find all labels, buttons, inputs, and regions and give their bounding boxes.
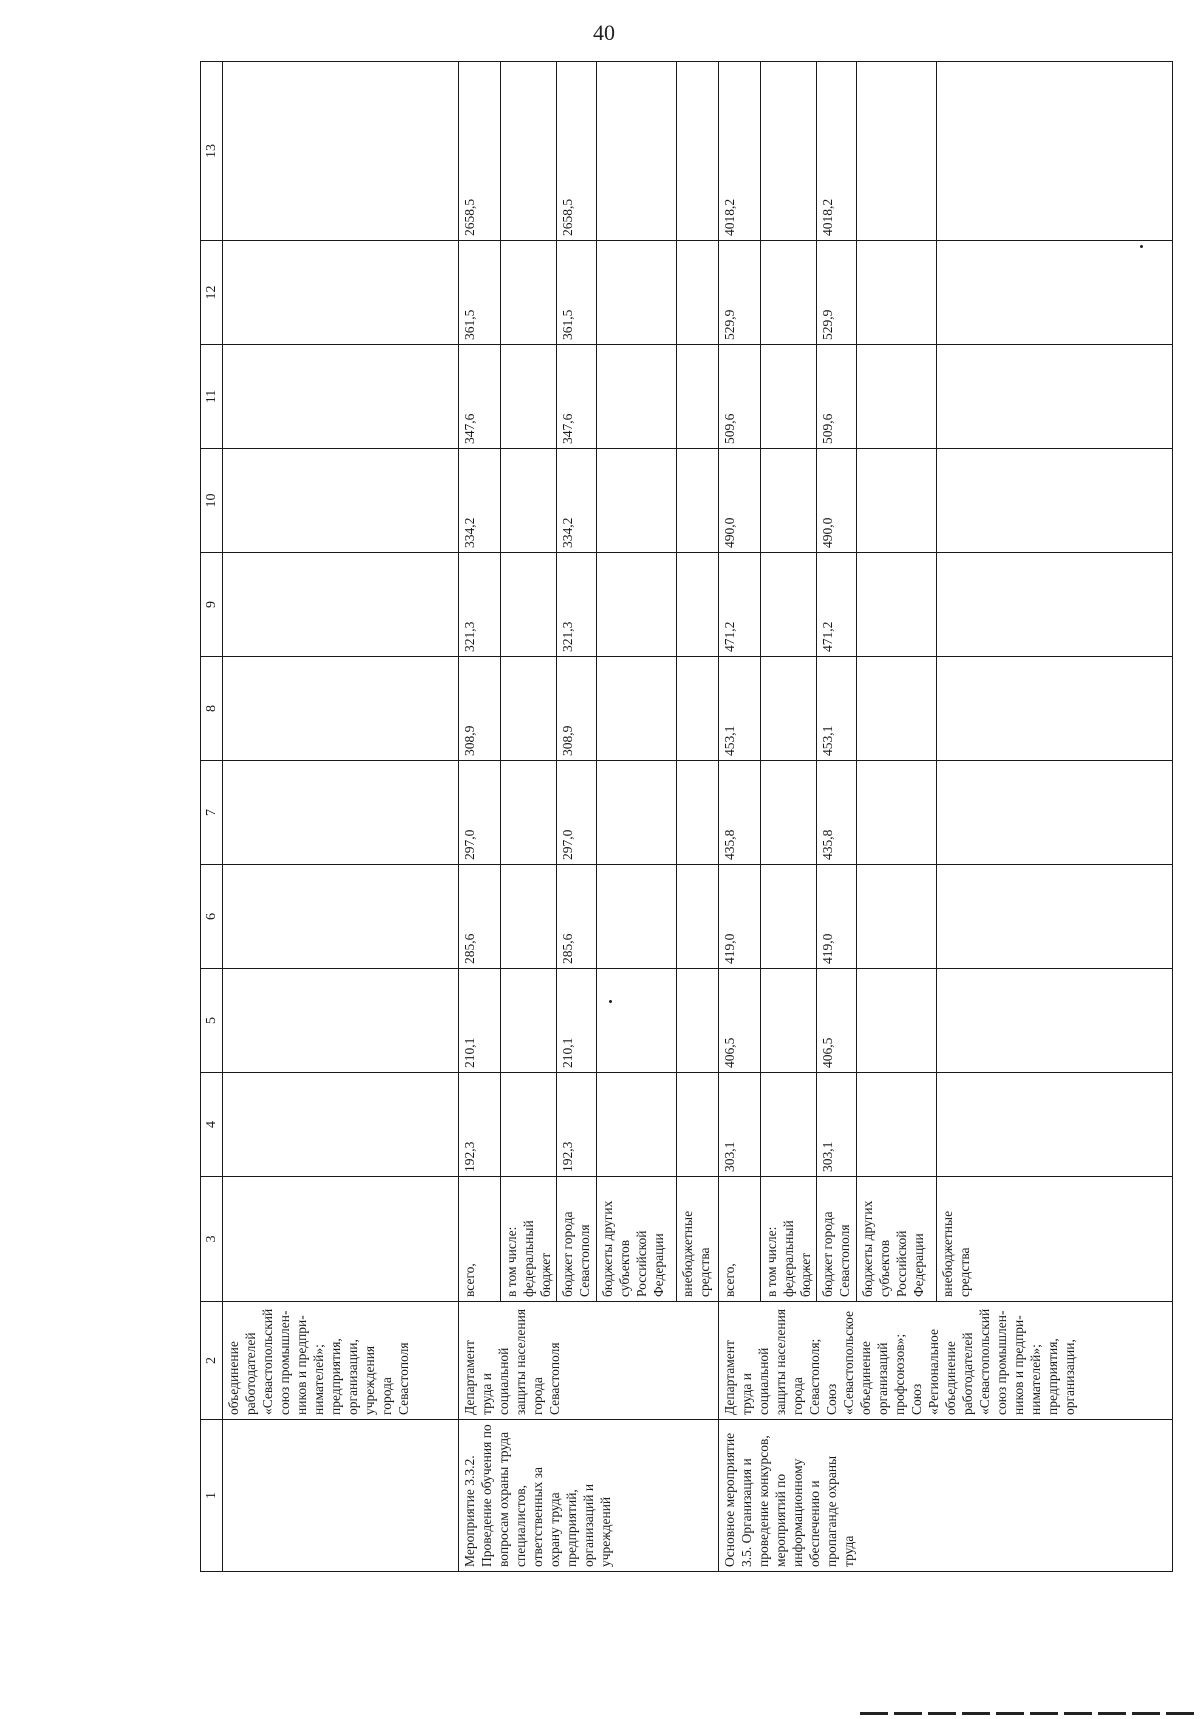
value-cell: 347,6 (557, 345, 597, 449)
value-cell: 453,1 (817, 657, 857, 761)
value-cell (937, 761, 1173, 865)
value-cell (761, 241, 817, 345)
value-cell (223, 553, 459, 657)
value-cell: 361,5 (557, 241, 597, 345)
header-row (201, 62, 223, 1572)
value-cell (223, 62, 459, 241)
funding-source-cell: бюджеты других субъектов Российской Федерации (597, 1177, 677, 1302)
value-cell (597, 865, 677, 969)
value-cell: 509,6 (817, 345, 857, 449)
value-cell: 192,3 (459, 1073, 501, 1177)
table-row (459, 62, 501, 1572)
value-cell: 2658,5 (459, 62, 501, 241)
value-cell (501, 657, 557, 761)
value-cell: 509,6 (719, 345, 761, 449)
value-cell (937, 345, 1173, 449)
value-cell (597, 969, 677, 1073)
header-cell: 13 (201, 62, 223, 241)
rotated-table-container (200, 62, 1140, 1572)
value-cell (937, 449, 1173, 553)
value-cell: 334,2 (459, 449, 501, 553)
event-name-cell: Мероприятие 3.3.2. Проведение обучения по вопросам охраны труда специалистов, ответственных за охрану труда предприятий, организаций и учреждений (459, 1420, 719, 1572)
value-cell (761, 345, 817, 449)
funding-source-cell: в том числе: федеральный бюджет (761, 1177, 817, 1302)
value-cell (677, 1073, 719, 1177)
value-cell: 303,1 (719, 1073, 761, 1177)
value-cell (223, 345, 459, 449)
value-cell (677, 761, 719, 865)
value-cell (597, 1073, 677, 1177)
header-cell: 2 (201, 1302, 223, 1420)
value-cell (597, 553, 677, 657)
executor-cell: Департамент труда и социальной защиты населения города Севастополя; Союз «Севастопольское объединение организаций профсоюзов»; Союз «Региональное объединение работодателей «Севастопольский союз промышлен-ников и предпри-нимателей»; предприятия, организации, (719, 1302, 1173, 1420)
value-cell: 210,1 (459, 969, 501, 1073)
value-cell: 529,9 (817, 241, 857, 345)
table-row (719, 62, 761, 1572)
value-cell (857, 761, 937, 865)
value-cell (501, 241, 557, 345)
header-cell: 7 (201, 761, 223, 865)
value-cell (761, 62, 817, 241)
header-cell: 12 (201, 241, 223, 345)
value-cell (857, 345, 937, 449)
value-cell (937, 553, 1173, 657)
value-cell (501, 865, 557, 969)
header-cell: 10 (201, 449, 223, 553)
value-cell (597, 62, 677, 241)
value-cell (937, 241, 1173, 345)
funding-source-cell: в том числе: федеральный бюджет (501, 1177, 557, 1302)
funding-source-cell: всего, (459, 1177, 501, 1302)
value-cell (501, 1073, 557, 1177)
value-cell: 419,0 (719, 865, 761, 969)
value-cell (597, 449, 677, 553)
value-cell (937, 1073, 1173, 1177)
value-cell (761, 865, 817, 969)
value-cell (857, 62, 937, 241)
header-cell: 11 (201, 345, 223, 449)
value-cell (677, 62, 719, 241)
value-cell: 192,3 (557, 1073, 597, 1177)
value-cell (937, 969, 1173, 1073)
value-cell (501, 62, 557, 241)
value-cell (597, 657, 677, 761)
event-name-cell (223, 1420, 459, 1572)
value-cell (597, 761, 677, 865)
value-cell (937, 657, 1173, 761)
value-cell (677, 449, 719, 553)
value-cell (761, 969, 817, 1073)
value-cell (501, 449, 557, 553)
funding-source-cell: внебюджетные средства (677, 1177, 719, 1302)
value-cell: 490,0 (719, 449, 761, 553)
value-cell (501, 345, 557, 449)
value-cell: 490,0 (817, 449, 857, 553)
value-cell (677, 553, 719, 657)
header-cell: 6 (201, 865, 223, 969)
value-cell (857, 657, 937, 761)
table-row (223, 62, 459, 1572)
value-cell (597, 345, 677, 449)
value-cell: 303,1 (817, 1073, 857, 1177)
header-cell: 9 (201, 553, 223, 657)
value-cell (677, 865, 719, 969)
value-cell: 321,3 (459, 553, 501, 657)
value-cell: 4018,2 (817, 62, 857, 241)
value-cell: 529,9 (719, 241, 761, 345)
value-cell: 210,1 (557, 969, 597, 1073)
value-cell (223, 969, 459, 1073)
value-cell: 471,2 (719, 553, 761, 657)
scan-speck (1140, 245, 1143, 248)
header-cell: 5 (201, 969, 223, 1073)
value-cell (223, 449, 459, 553)
value-cell: 321,3 (557, 553, 597, 657)
value-cell (223, 241, 459, 345)
funding-source-cell: внебюджетные средства (937, 1177, 1173, 1302)
value-cell: 361,5 (459, 241, 501, 345)
header-cell: 3 (201, 1177, 223, 1302)
value-cell (223, 865, 459, 969)
value-cell: 308,9 (459, 657, 501, 761)
value-cell: 285,6 (459, 865, 501, 969)
value-cell (857, 449, 937, 553)
value-cell (761, 1073, 817, 1177)
value-cell (761, 657, 817, 761)
value-cell (677, 657, 719, 761)
funding-source-cell (223, 1177, 459, 1302)
header-cell: 4 (201, 1073, 223, 1177)
funding-source-cell: бюджеты других субъектов Российской Федерации (857, 1177, 937, 1302)
value-cell (857, 241, 937, 345)
value-cell: 419,0 (817, 865, 857, 969)
value-cell (501, 969, 557, 1073)
value-cell: 347,6 (459, 345, 501, 449)
value-cell (761, 553, 817, 657)
page-number: 40 (593, 20, 615, 45)
value-cell (501, 553, 557, 657)
value-cell (597, 241, 677, 345)
value-cell: 453,1 (719, 657, 761, 761)
value-cell (937, 62, 1173, 241)
event-name-cell: Основное мероприятие 3.5. Организация и проведение конкурсов, мероприятий по информационному обеспечению и пропаганде охраны труда (719, 1420, 1173, 1572)
funding-source-cell: бюджет города Севастополя (817, 1177, 857, 1302)
value-cell (677, 969, 719, 1073)
funding-source-cell: бюджет города Севастополя (557, 1177, 597, 1302)
value-cell (223, 1073, 459, 1177)
value-cell (761, 761, 817, 865)
value-cell: 435,8 (817, 761, 857, 865)
header-cell: 8 (201, 657, 223, 761)
value-cell: 471,2 (817, 553, 857, 657)
executor-cell: Департамент труда и социальной защиты населения города Севастополя (459, 1302, 719, 1420)
value-cell: 297,0 (557, 761, 597, 865)
executor-cell: объединение работодателей «Севастопольский союз промышлен-ников и предпри-нимателей»; предприятия, организации, учреждения города Севастополя (223, 1302, 459, 1420)
value-cell: 435,8 (719, 761, 761, 865)
value-cell (761, 449, 817, 553)
value-cell: 2658,5 (557, 62, 597, 241)
value-cell: 334,2 (557, 449, 597, 553)
value-cell (223, 761, 459, 865)
value-cell: 297,0 (459, 761, 501, 865)
funding-source-cell: всего, (719, 1177, 761, 1302)
value-cell (857, 553, 937, 657)
scan-speck (609, 1000, 612, 1003)
value-cell: 406,5 (719, 969, 761, 1073)
value-cell (857, 1073, 937, 1177)
value-cell (677, 241, 719, 345)
value-cell (223, 657, 459, 761)
value-cell (501, 761, 557, 865)
value-cell: 285,6 (557, 865, 597, 969)
value-cell (937, 865, 1173, 969)
value-cell (857, 865, 937, 969)
value-cell: 4018,2 (719, 62, 761, 241)
value-cell (677, 345, 719, 449)
value-cell: 308,9 (557, 657, 597, 761)
budget-table (200, 61, 1173, 1572)
header-cell: 1 (201, 1420, 223, 1572)
value-cell (857, 969, 937, 1073)
value-cell: 406,5 (817, 969, 857, 1073)
footer-dashed-line (860, 1712, 1200, 1715)
